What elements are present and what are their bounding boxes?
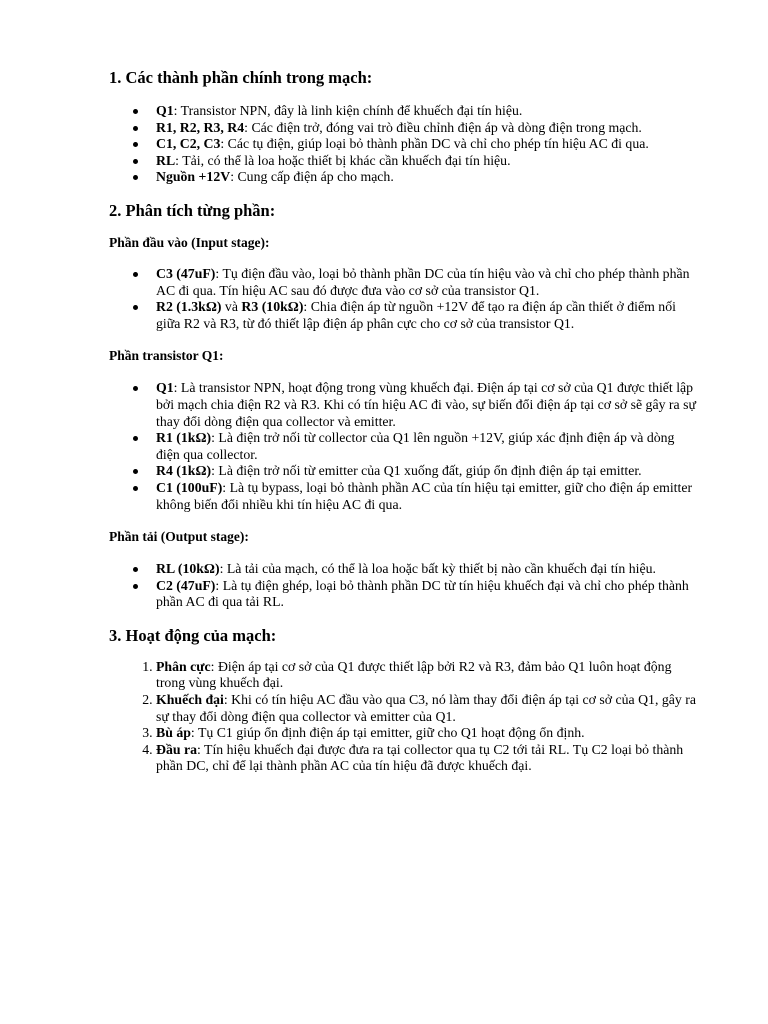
item-text: : Cung cấp điện áp cho mạch. <box>230 169 394 185</box>
input-stage-heading: Phần đầu vào (Input stage): <box>109 234 270 250</box>
item-text: : Là transistor NPN, hoạt động trong vùng khuếch đại. Điện áp tại cơ sở của Q1 được thiết lập bởi mạch chia điện R2 và R3. Khi có tín hiệu AC đi vào, sự biến đổi điện áp tại cơ sở sẽ gây ra sự thay đổi dòng điện qua collector và emitter. <box>156 380 696 429</box>
item-label: Nguồn +12V <box>156 169 231 185</box>
item-text: : Tụ C1 giúp ổn định điện áp tại emitter, giữ cho Q1 hoạt động ổn định. <box>190 725 585 741</box>
list-item <box>156 120 699 137</box>
item-label: C2 (47uF) <box>156 577 216 593</box>
item-text: : Chia điện áp từ nguồn +12V để tạo ra điện áp cần thiết ở điểm nối giữa R2 và R3, từ đó thiết lập điện áp phân cực cho cơ sở của transistor Q1. <box>156 299 676 331</box>
item-label: Q1 <box>156 380 174 396</box>
item-text: : Các điện trở, đóng vai trò điều chỉnh điện áp và dòng điện trong mạch. <box>244 119 642 135</box>
item-label: Bù áp <box>156 725 191 741</box>
item-text: : Là điện trở nối từ emitter của Q1 xuống đất, giúp ổn định điện áp tại emitter. <box>211 463 642 479</box>
item-text: : Là tụ bypass, loại bỏ thành phần AC của tín hiệu tại emitter, giữ cho điện áp emitter không biến đổi nhiều khi tín hiệu AC đi qua. <box>156 479 693 512</box>
list-item <box>156 480 699 513</box>
item-text: : Là tải của mạch, có thể là loa hoặc bất kỳ thiết bị nào cần khuếch đại tín hiệu. <box>219 561 656 577</box>
input-stage-list <box>109 266 699 332</box>
list-item <box>156 463 699 480</box>
list-item <box>156 742 699 775</box>
item-text: : Khi có tín hiệu AC đầu vào qua C3, nó làm thay đổi điện áp tại cơ sở của Q1, gây ra sự thay đổi dòng điện qua collector và emitter của Q1. <box>156 692 696 724</box>
document-content <box>109 67 699 775</box>
components-list <box>109 103 699 186</box>
item-label: Q1 <box>156 103 174 118</box>
item-label: C1, C2, C3 <box>156 136 221 152</box>
item-label: RL (10kΩ) <box>156 561 220 577</box>
operation-list <box>109 659 699 775</box>
item-text: : Transistor NPN, đây là linh kiện chính để khuếch đại tín hiệu. <box>173 103 523 118</box>
item-text: : Tải, có thể là loa hoặc thiết bị khác cần khuếch đại tín hiệu. <box>175 152 511 168</box>
output-stage-list <box>109 561 699 611</box>
list-item <box>156 692 699 725</box>
list-item <box>156 153 699 170</box>
list-item <box>156 725 699 742</box>
item-text: : Điện áp tại cơ sở của Q1 được thiết lập bởi R2 và R3, đảm bảo Q1 luôn hoạt động trong vùng khuếch đại. <box>156 658 672 691</box>
section2-heading: 2. Phân tích từng phần: <box>109 200 276 220</box>
item-text: : Các tụ điện, giúp loại bỏ thành phần DC và chỉ cho phép tín hiệu AC đi qua. <box>220 136 649 152</box>
item-text: : Là điện trở nối từ collector của Q1 lên nguồn +12V, giúp xác định điện áp và dòng điện qua collector. <box>156 430 675 462</box>
item-label: Đầu ra <box>156 741 198 757</box>
item-label: C3 (47uF) <box>156 265 216 281</box>
section1-heading: 1. Các thành phần chính trong mạch: <box>109 68 373 87</box>
list-item <box>156 380 699 430</box>
item-label: C1 (100uF) <box>156 479 223 495</box>
item-label: R1 (1kΩ) <box>156 430 212 446</box>
list-item <box>156 136 699 153</box>
item-joiner: và <box>221 299 242 315</box>
item-text: : Tụ điện đầu vào, loại bỏ thành phần DC của tín hiệu vào và chỉ cho phép thành phần AC đi qua. Tín hiệu AC sau đó được đưa vào cơ sở của transistor Q1. <box>156 265 690 298</box>
transistor-stage-heading: Phần transistor Q1: <box>109 348 224 364</box>
item-label: Phân cực <box>156 658 211 674</box>
item-text: : Là tụ điện ghép, loại bỏ thành phần DC từ tín hiệu khuếch đại và chỉ cho phép thành phần AC đi qua tải RL. <box>156 577 689 610</box>
list-item <box>156 299 699 332</box>
item-label: R2 (1.3kΩ) <box>156 299 222 315</box>
item-label: R1, R2, R3, R4 <box>156 119 245 135</box>
list-item <box>156 578 699 611</box>
list-item <box>156 103 699 120</box>
output-stage-heading: Phần tải (Output stage): <box>109 529 249 545</box>
list-item <box>156 430 699 463</box>
list-item <box>156 659 699 692</box>
list-item <box>156 561 699 578</box>
item-label: R3 (10kΩ) <box>241 299 304 315</box>
item-label: R4 (1kΩ) <box>156 463 212 479</box>
item-text: : Tín hiệu khuếch đại được đưa ra tại collector qua tụ C2 tới tải RL. Tụ C2 loại bỏ thành phần DC, chỉ để lại thành phần AC của tín hiệu đã được khuếch đại. <box>156 741 684 774</box>
section3-heading: 3. Hoạt động của mạch: <box>109 625 277 645</box>
transistor-stage-list <box>109 380 699 513</box>
list-item <box>156 266 699 299</box>
list-item <box>156 169 699 186</box>
item-label: Khuếch đại <box>156 692 224 708</box>
item-label: RL <box>156 152 176 168</box>
